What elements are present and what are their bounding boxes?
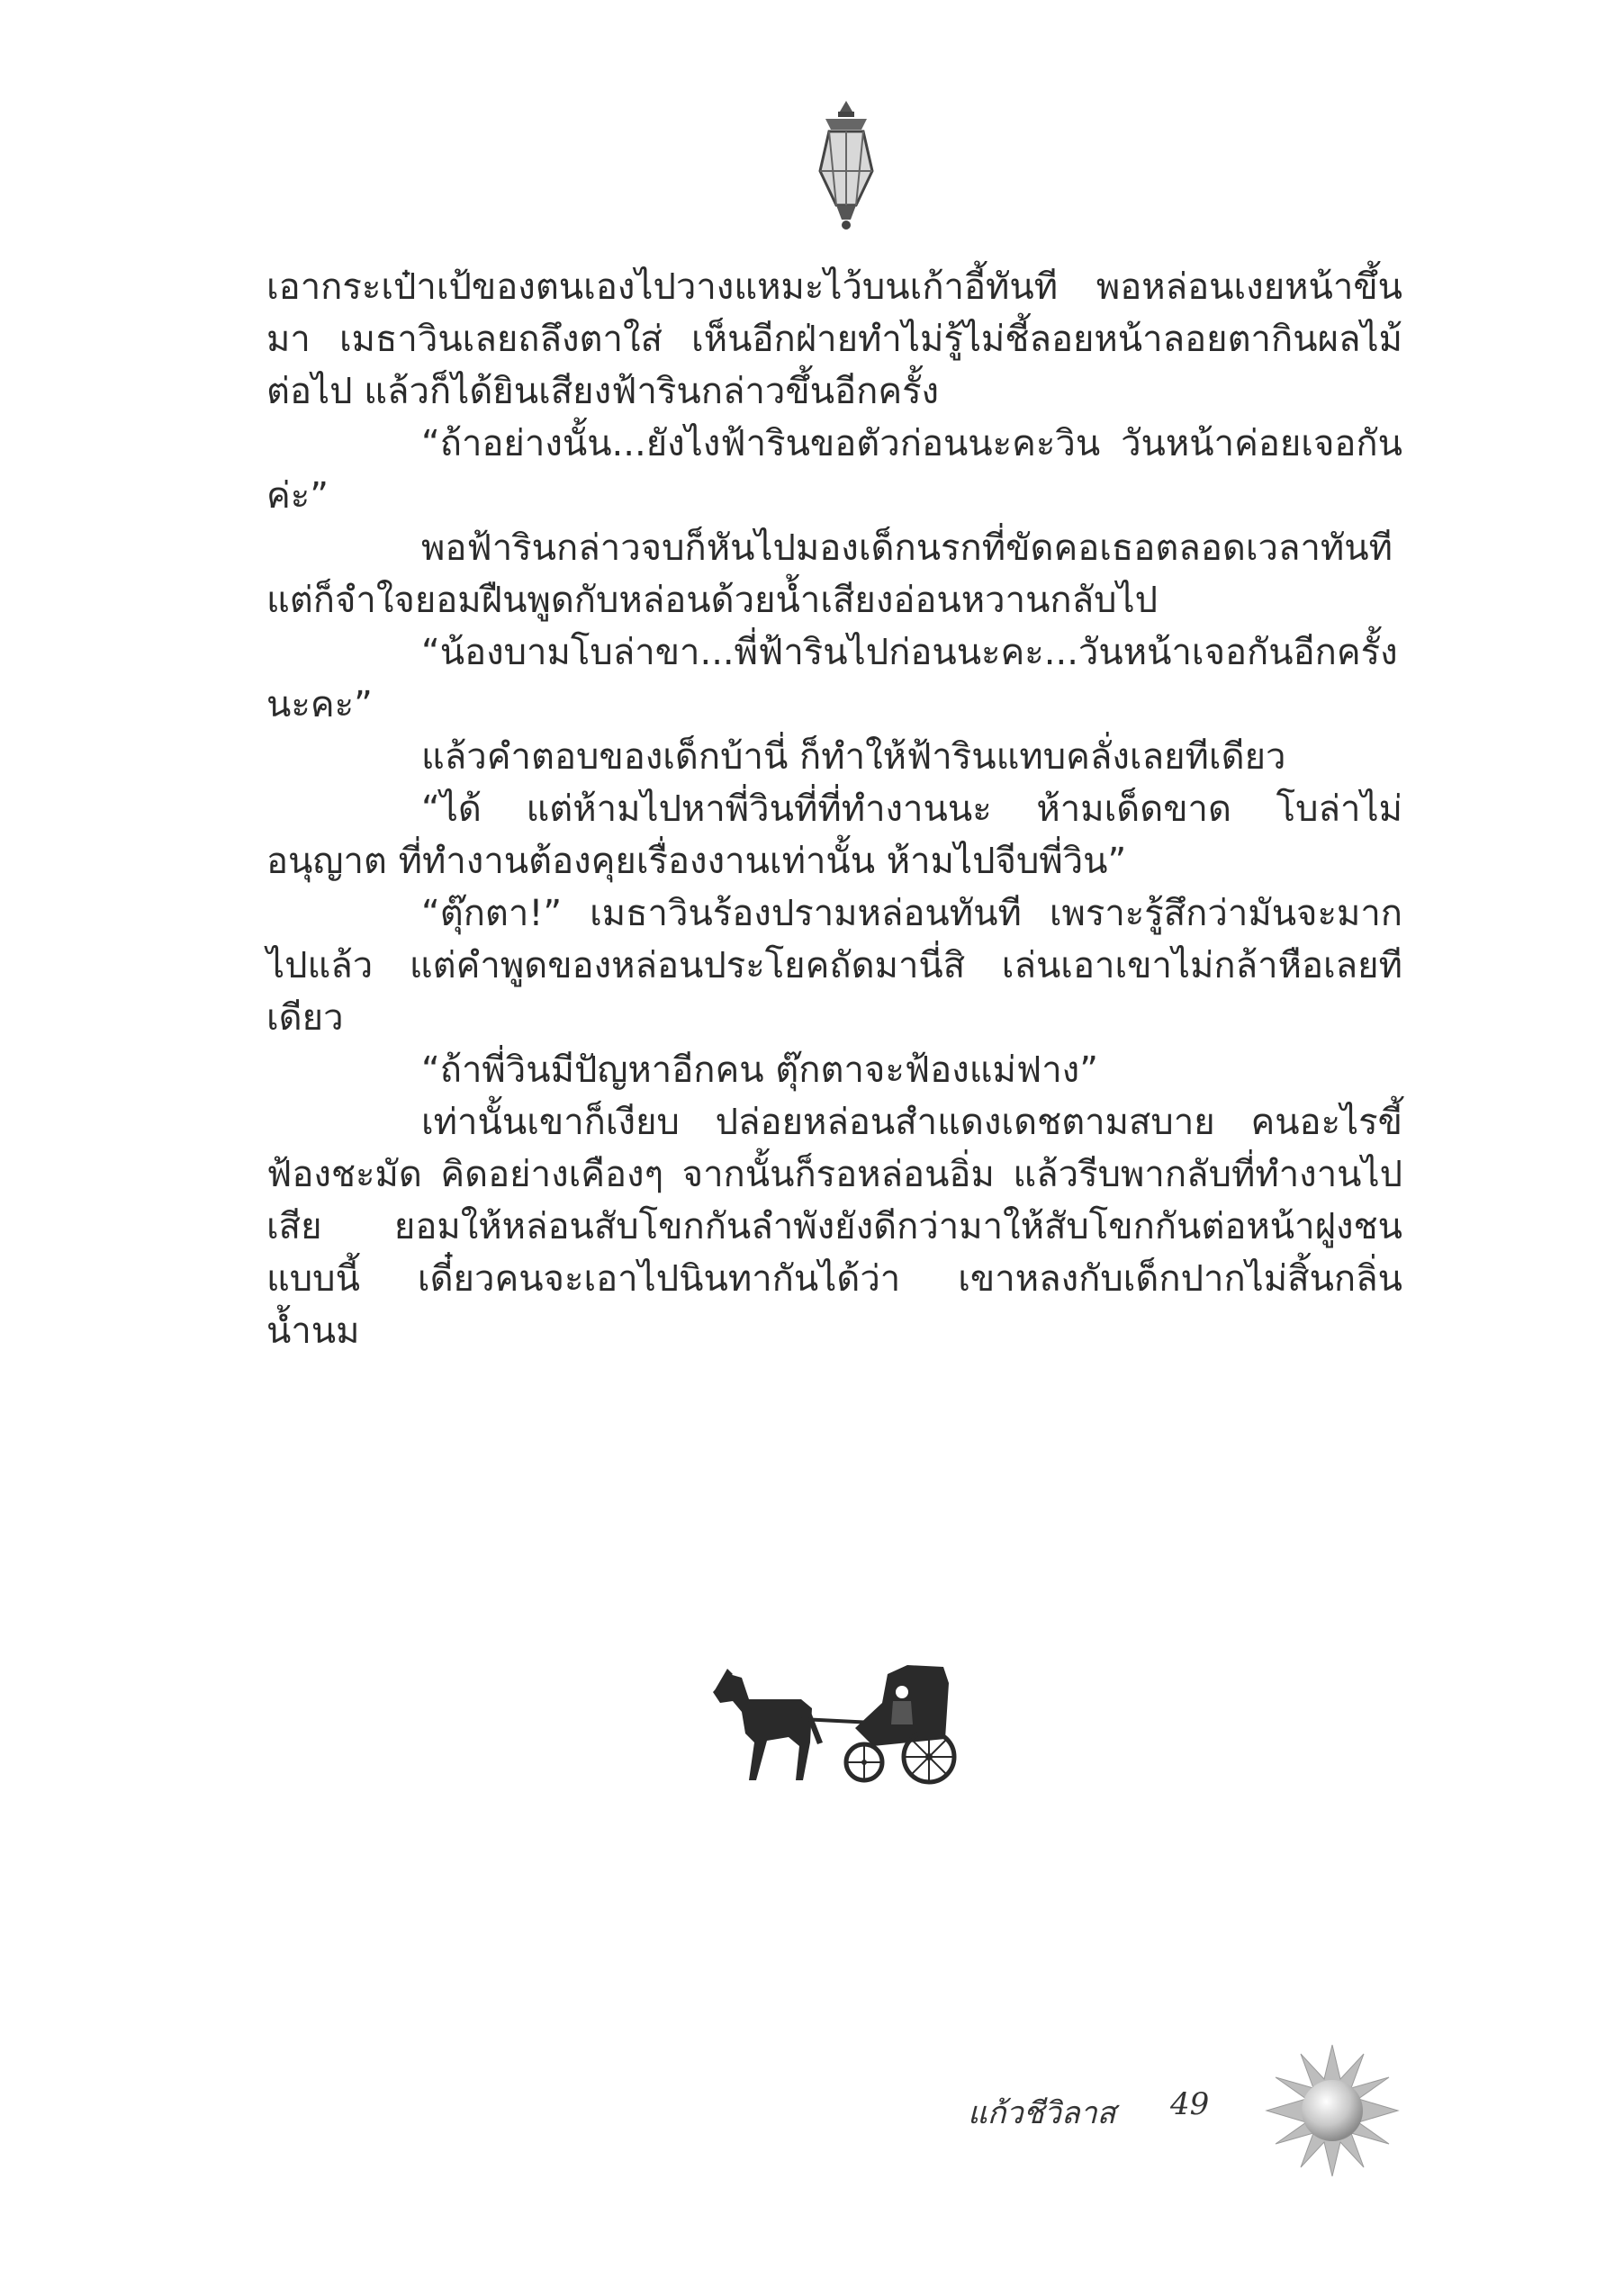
body-text <box>266 261 1402 1357</box>
paragraph: “ตุ๊กตา!” เมธาวินร้องปรามหล่อนทันที เพราะรู้สึกว่ามันจะมากไปแล้ว แต่คำพูดของหล่อนประโยคถัดมานี่สิ เล่นเอาเขาไม่กล้าหือเลยทีเดียว <box>266 893 1402 1039</box>
horse-carriage-icon <box>702 1656 972 1791</box>
paragraph: เอากระเป๋าเป้ของตนเองไปวางแหมะไว้บนเก้าอี้ทันที พอหล่อนเงยหน้าขึ้นมา เมธาวินเลยถลึงตาใส่ เห็นอีกฝ่ายทำไม่รู้ไม่ชี้ลอยหน้าลอยตากินผลไม้ต่อไป แล้วก็ได้ยินเสียงฟ้ารินกล่าวขึ้นอีกครั้ง <box>266 266 1402 412</box>
book-title: แก้วชีวิลาส <box>968 2095 1116 2131</box>
sun-icon <box>1265 2043 1400 2178</box>
paragraph: “ถ้าอย่างนั้น...ยังไงฟ้ารินขอตัวก่อนนะคะวิน วันหน้าค่อยเจอกันค่ะ” <box>266 423 1402 517</box>
lantern-icon <box>806 99 887 234</box>
paragraph: “ได้ แต่ห้ามไปหาพี่วินที่ที่ทำงานนะ ห้ามเด็ดขาด โบล่าไม่อนุญาต ที่ทำงานต้องคุยเรื่องงานเท่านั้น ห้ามไปจีบพี่วิน” <box>266 788 1402 882</box>
paragraph: “น้องบามโบล่าขา...พี่ฟ้ารินไปก่อนนะคะ...วันหน้าเจอกันอีกครั้งนะคะ” <box>266 632 1398 725</box>
paragraph: แล้วคำตอบของเด็กบ้านี่ ก็ทำให้ฟ้ารินแทบคลั่งเลยทีเดียว <box>421 736 1286 778</box>
paragraph: พอฟ้ารินกล่าวจบก็หันไปมองเด็กนรกที่ขัดคอเธอตลอดเวลาทันที แต่ก็จำใจยอมฝืนพูดกับหล่อนด้วยน้ำเสียงอ่อนหวานกลับไป <box>266 527 1393 621</box>
page-number: 49 <box>1170 2086 1210 2122</box>
paragraph: เท่านั้นเขาก็เงียบ ปล่อยหล่อนสำแดงเดชตามสบาย คนอะไรขี้ฟ้องชะมัด คิดอย่างเคืองๆ จากนั้นก็รอหล่อนอิ่ม แล้วรีบพากลับที่ทำงานไปเสีย ยอมให้หล่อนสับโขกกันลำพังยังดีกว่ามาให้สับโขกกันต่อหน้าฝูงชนแบบนี้ เดี๋ยวคนจะเอาไปนินทากันได้ว่า เขาหลงกับเด็กปากไม่สิ้นกลิ่นน้ำนม <box>266 1102 1402 1352</box>
paragraph: “ถ้าพี่วินมีปัญหาอีกคน ตุ๊กตาจะฟ้องแม่ฟาง” <box>421 1049 1098 1091</box>
